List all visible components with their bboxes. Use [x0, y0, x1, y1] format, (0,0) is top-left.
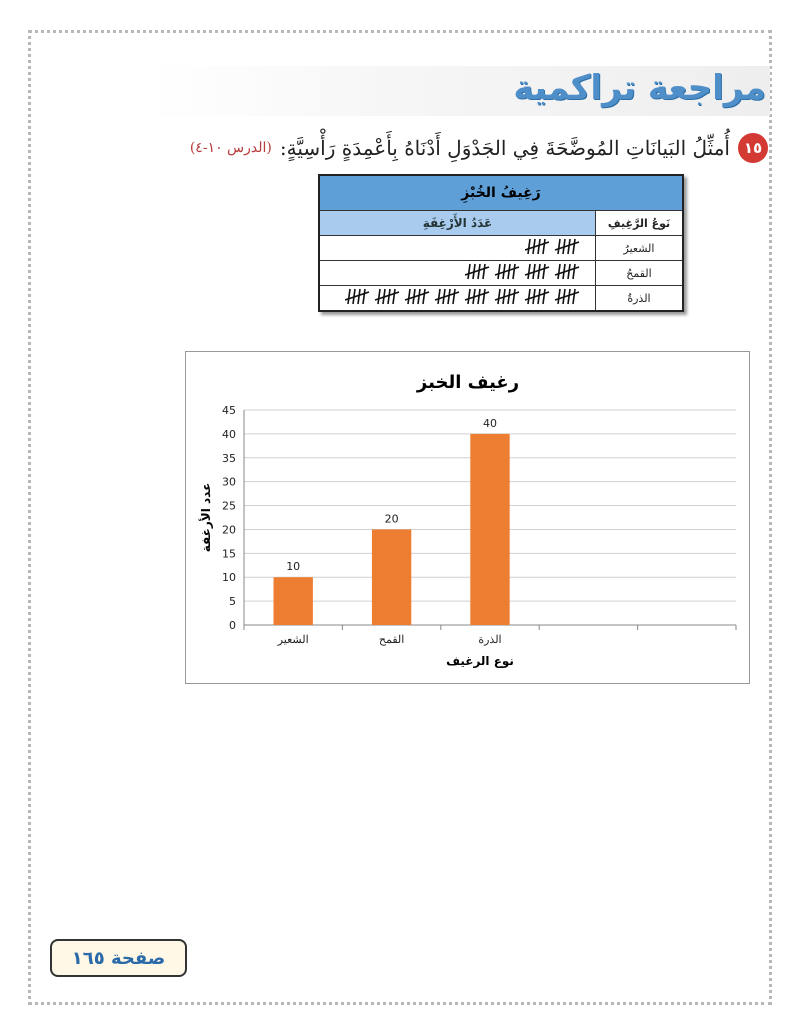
tally-stroke — [388, 289, 390, 304]
y-tick-label: 25 — [222, 499, 236, 513]
y-tick-label: 35 — [222, 451, 236, 465]
x-tick-label: القمح — [378, 633, 405, 646]
bar — [274, 577, 313, 625]
tally-marks — [525, 236, 589, 260]
tally-stroke — [528, 239, 530, 254]
tally-header-type: نَوعُ الرَّغِيفِ — [596, 211, 684, 236]
tally-stroke — [543, 264, 545, 279]
y-tick-label: 20 — [222, 523, 236, 537]
tally-table — [318, 174, 684, 312]
tally-stroke — [453, 289, 455, 304]
tally-svg — [525, 236, 589, 256]
tally-stroke — [543, 239, 545, 254]
tally-stroke — [408, 289, 410, 304]
bar-chart-svg — [186, 352, 751, 685]
tally-row-type: الشعيرُ — [596, 236, 684, 261]
tally-row-type: الذرةُ — [596, 286, 684, 312]
y-tick-label: 0 — [229, 619, 236, 632]
page-number-label: صفحة ١٦٥ — [50, 939, 187, 977]
data-label: 20 — [384, 512, 399, 526]
tally-stroke — [513, 289, 515, 304]
tally-stroke — [498, 289, 500, 304]
tally-stroke — [438, 289, 440, 304]
x-axis-label: نوع الرغيف — [446, 654, 514, 668]
tally-row — [319, 286, 683, 312]
tally-stroke — [573, 264, 575, 279]
tally-stroke — [573, 239, 575, 254]
tally-stroke — [363, 289, 365, 304]
y-tick-label: 40 — [222, 427, 236, 441]
tally-stroke — [573, 289, 575, 304]
tally-stroke — [483, 289, 485, 304]
tally-marks — [465, 261, 589, 285]
tally-stroke — [568, 239, 570, 254]
tally-stroke — [348, 289, 350, 304]
tally-stroke — [513, 264, 515, 279]
tally-stroke — [528, 289, 530, 304]
tally-stroke — [468, 289, 470, 304]
tally-svg — [345, 286, 589, 306]
bar-chart — [185, 351, 750, 684]
x-tick-label: الشعير — [277, 633, 309, 646]
tally-stroke — [558, 289, 560, 304]
tally-stroke — [448, 289, 450, 304]
tally-svg — [465, 261, 589, 281]
tally-stroke — [508, 289, 510, 304]
tally-header-count: عَدَدُ الأَرْغِفَةِ — [319, 211, 596, 236]
bar — [470, 434, 509, 625]
y-tick-label: 5 — [229, 595, 236, 609]
y-tick-label: 10 — [222, 571, 236, 585]
tally-stroke — [393, 289, 395, 304]
y-tick-label: 30 — [222, 475, 236, 489]
tally-stroke — [568, 289, 570, 304]
tally-table-title: رَغِيفُ الخُبْزِ — [319, 175, 683, 211]
tally-stroke — [558, 264, 560, 279]
tally-row-type: القمحُ — [596, 261, 684, 286]
tally-stroke — [483, 264, 485, 279]
tally-stroke — [528, 264, 530, 279]
question-number-badge: ١٥ — [738, 133, 768, 163]
tally-marks — [345, 286, 589, 310]
tally-stroke — [498, 264, 500, 279]
tally-row — [319, 261, 683, 286]
y-axis-label: عدد الأرغفة — [199, 482, 213, 553]
tally-stroke — [468, 264, 470, 279]
tally-stroke — [508, 264, 510, 279]
section-title: مراجعة تراكمية — [513, 68, 766, 108]
tally-stroke — [478, 289, 480, 304]
y-tick-label: 15 — [222, 547, 236, 561]
data-label: 10 — [286, 560, 301, 574]
y-tick-label: 45 — [222, 404, 236, 417]
tally-stroke — [358, 289, 360, 304]
question-line — [128, 133, 768, 163]
tally-stroke — [538, 239, 540, 254]
lesson-reference: (الدرس ١٠-٤) — [189, 140, 272, 156]
question-text: أُمثِّلُ البَيانَاتِ المُوضَّحَةَ فِي الجَدْوَلِ أَدْنَاهُ بِأَعْمِدَةٍ رَأْسِيَّةٍ: — [279, 136, 730, 160]
tally-stroke — [378, 289, 380, 304]
tally-stroke — [418, 289, 420, 304]
tally-stroke — [558, 239, 560, 254]
tally-stroke — [538, 289, 540, 304]
data-label: 40 — [483, 416, 497, 430]
tally-stroke — [423, 289, 425, 304]
x-tick-label: الذرة — [478, 633, 502, 646]
tally-row — [319, 236, 683, 261]
chart-title: رغيف الخبز — [416, 372, 520, 393]
tally-stroke — [478, 264, 480, 279]
tally-stroke — [568, 264, 570, 279]
tally-stroke — [538, 264, 540, 279]
tally-stroke — [543, 289, 545, 304]
bar — [372, 529, 411, 625]
